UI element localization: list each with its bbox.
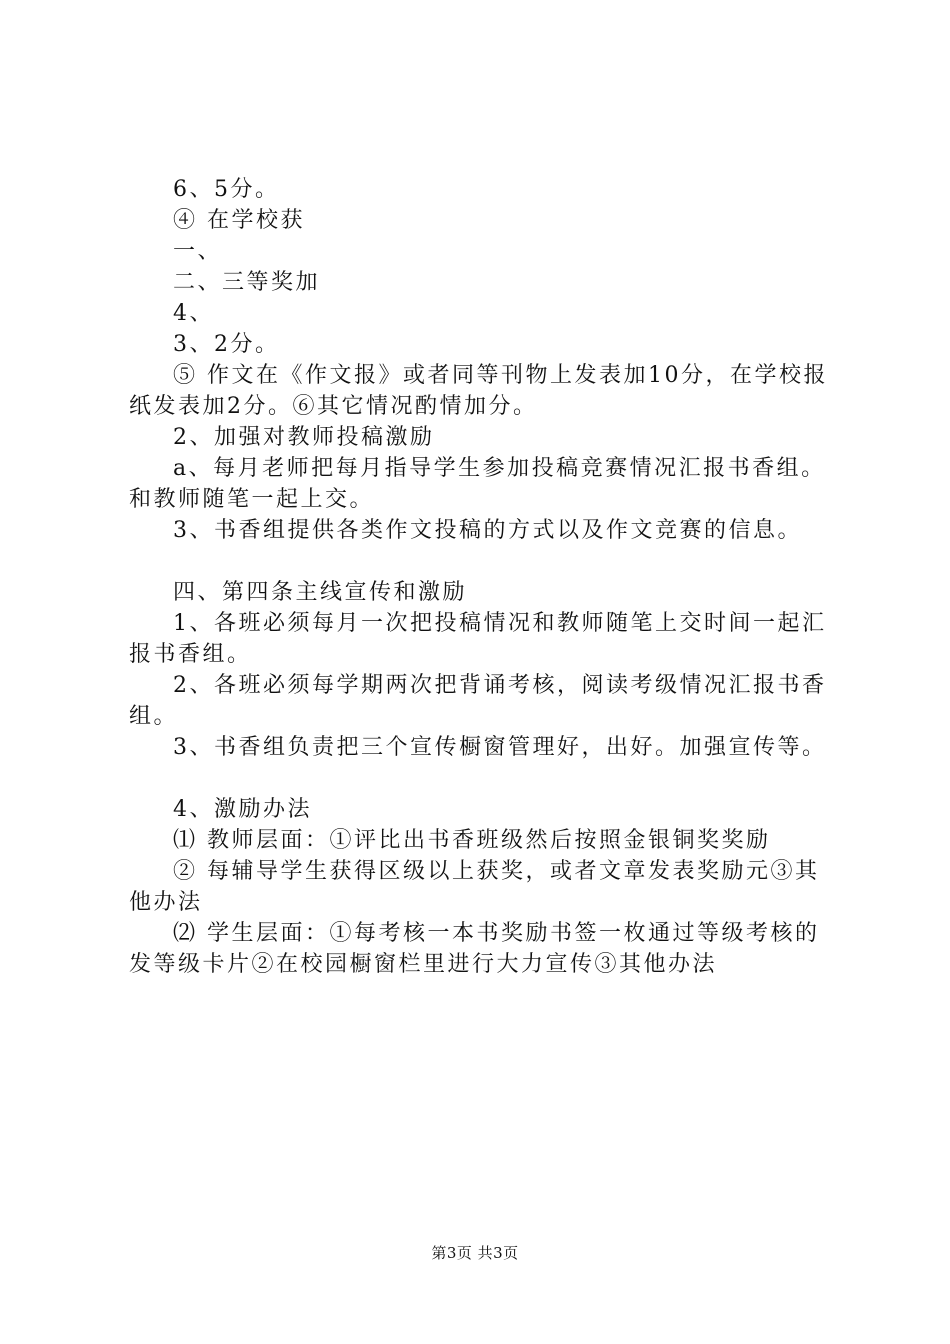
paragraph: 2、各班必须每学期两次把背诵考核，阅读考级情况汇报书香组。 [129, 673, 827, 729]
paragraph: 2、加强对教师投稿激励 [173, 425, 435, 450]
paragraph: ⑵ 学生层面：①每考核一本书奖励书签一枚通过等级考核的发等级卡片②在校园橱窗栏里进行大力宣传③其他办法 [129, 921, 820, 977]
paragraph-gap [129, 546, 839, 577]
paragraph: 1、各班必须每月一次把投稿情况和教师随笔上交时间一起汇报书香组。 [129, 611, 827, 667]
paragraph: 3、书香组提供各类作文投稿的方式以及作文竞赛的信息。 [173, 518, 802, 543]
paragraph: ⑤ 作文在《作文报》或者同等刊物上发表加10分，在学校报纸发表加2分。⑥其它情况酌情加分。 [129, 363, 828, 419]
paragraph: ⑴ 教师层面：①评比出书香班级然后按照金银铜奖奖励 [173, 828, 771, 853]
paragraph: 一、 [173, 239, 223, 264]
paragraph-gap [129, 763, 839, 794]
page-footer: 第3页 共3页 [431, 1244, 519, 1262]
paragraph: 4、激励办法 [173, 797, 312, 822]
paragraph: 6、5分。 [173, 177, 280, 202]
paragraph: a、每月老师把每月指导学生参加投稿竞赛情况汇报书香组。和教师随笔一起上交。 [129, 456, 826, 512]
paragraph: 3、2分。 [173, 332, 280, 357]
paragraph: ④ 在学校获 [173, 208, 305, 233]
paragraph: 3、书香组负责把三个宣传橱窗管理好，出好。加强宣传等。 [173, 735, 827, 760]
document-body [129, 174, 839, 980]
paragraph: 4、 [173, 301, 214, 326]
paragraph: 二、三等奖加 [173, 270, 321, 295]
paragraph: 四、第四条主线宣传和激励 [173, 580, 468, 605]
paragraph: ② 每辅导学生获得区级以上获奖，或者文章发表奖励元③其他办法 [129, 859, 820, 915]
